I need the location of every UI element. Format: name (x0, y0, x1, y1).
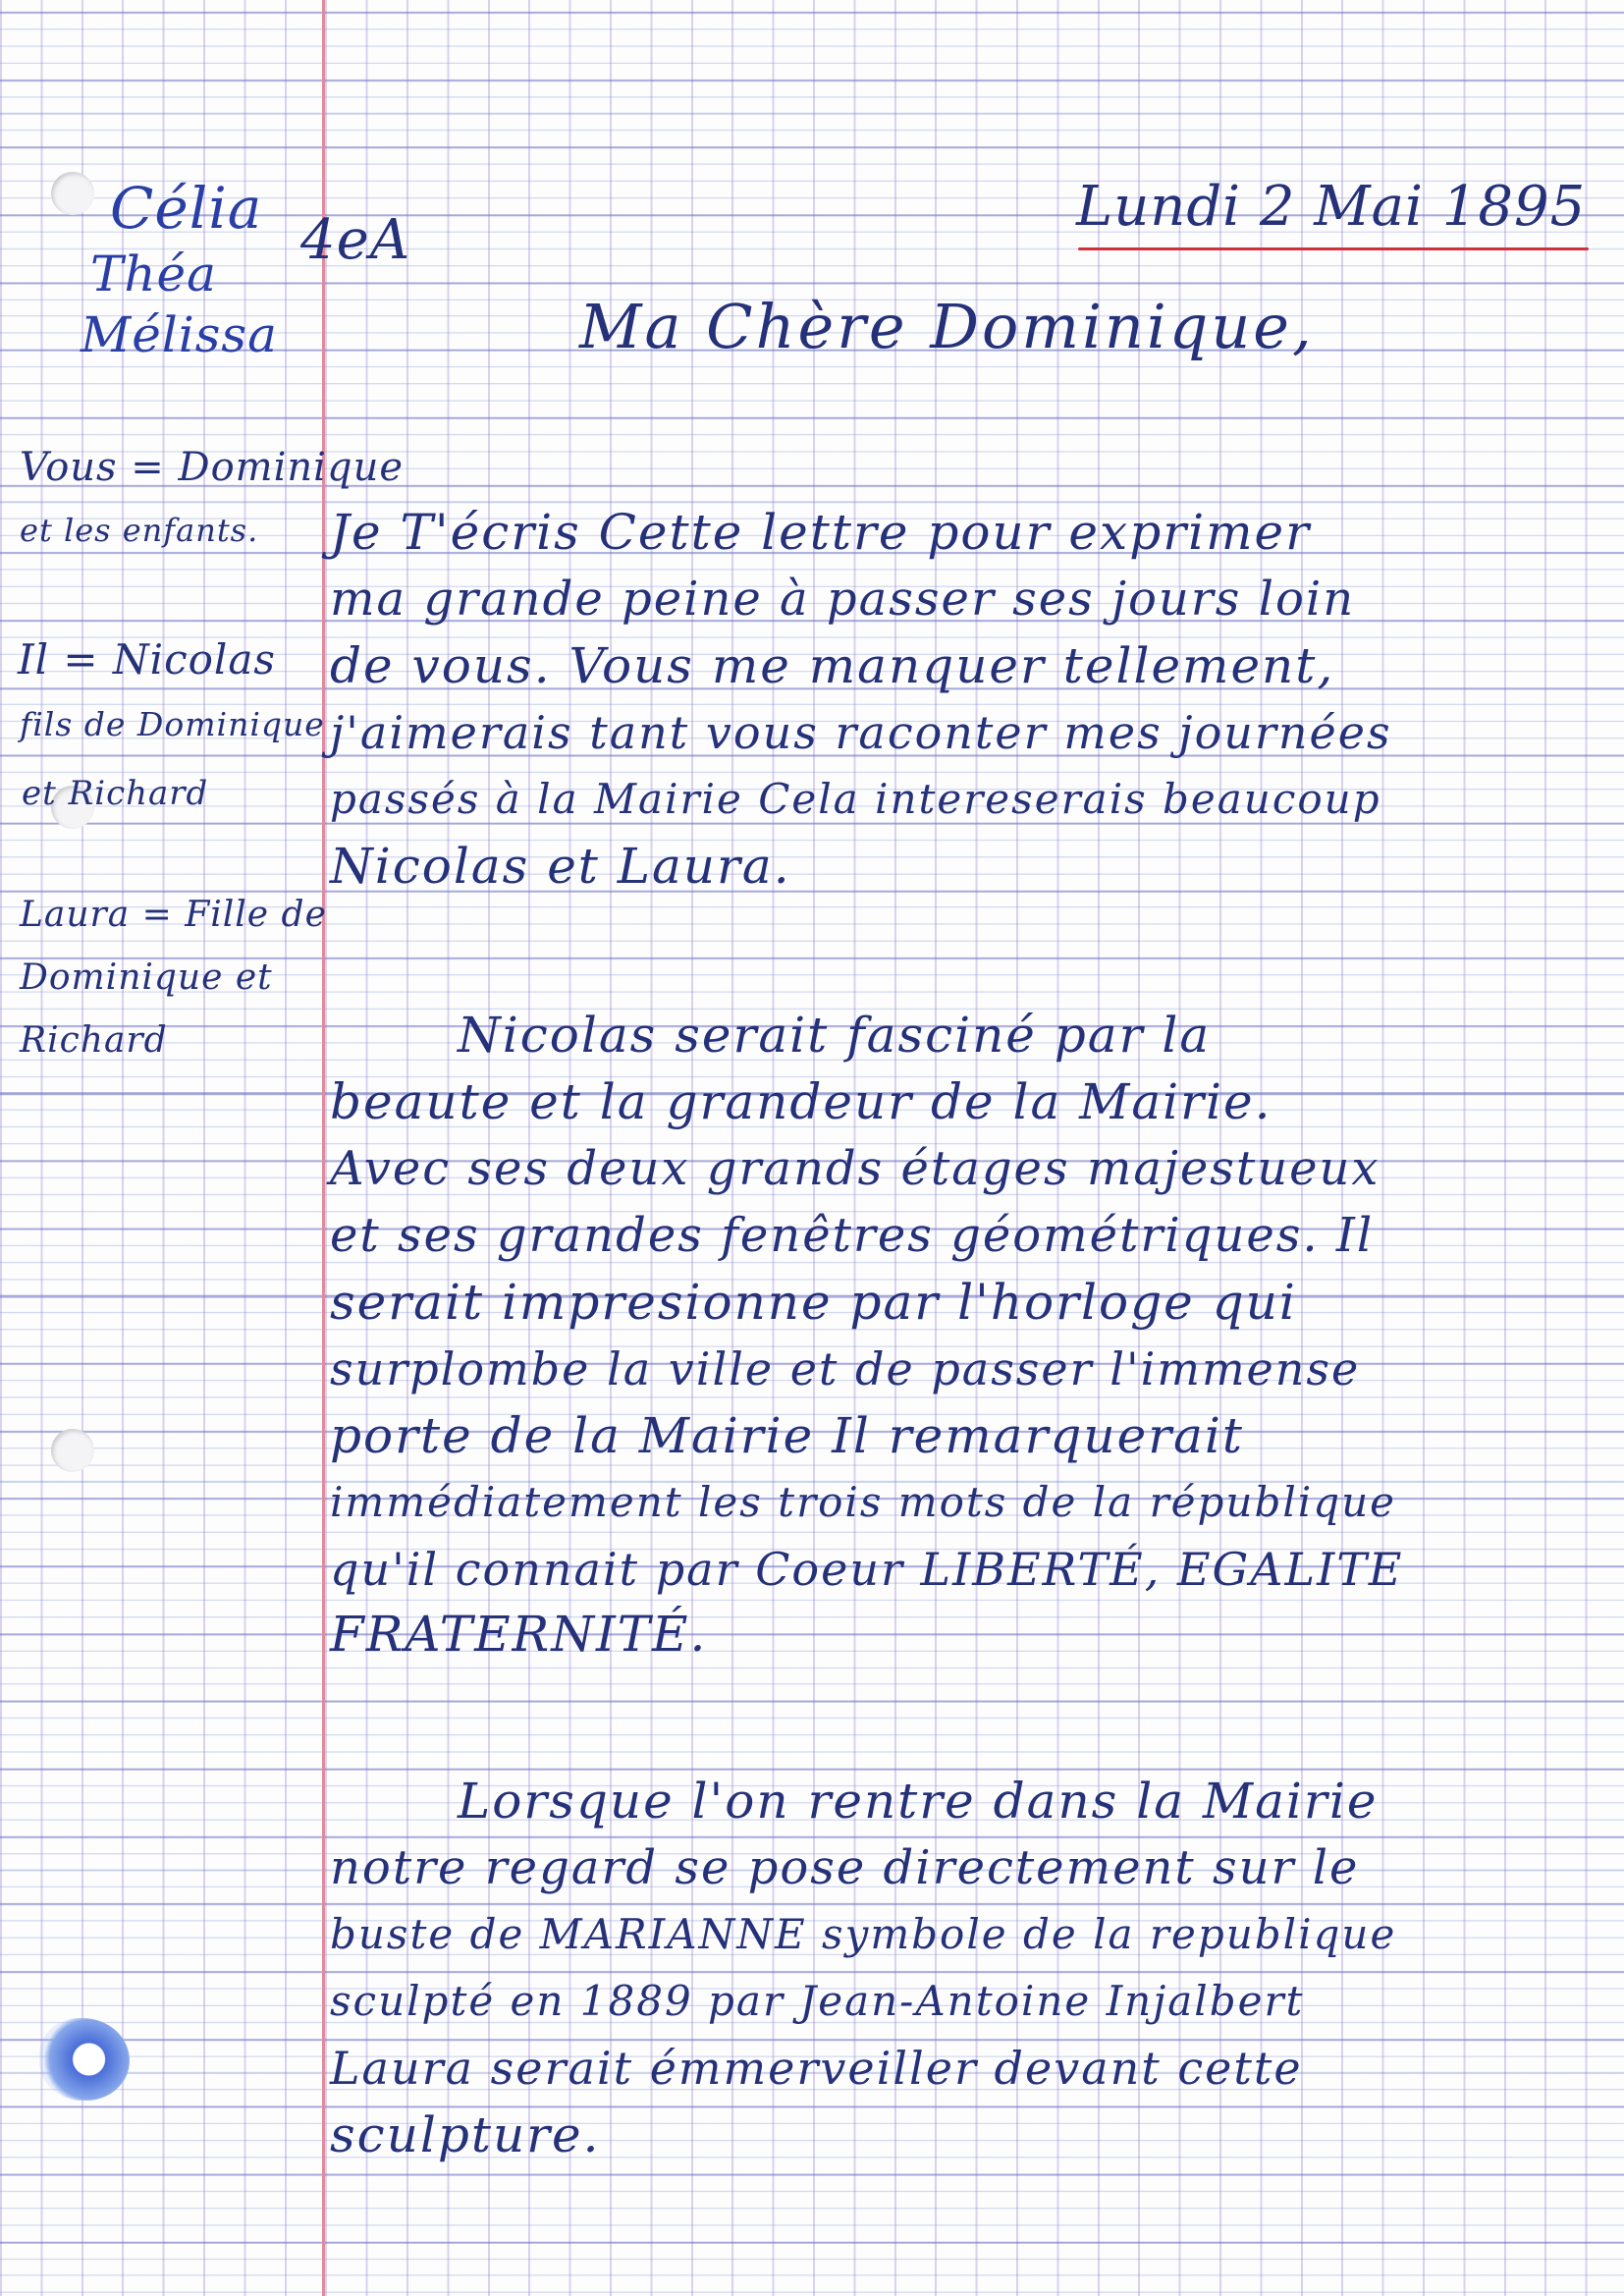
author-name: Théa (90, 246, 217, 302)
side-note: Laura = Fille de (20, 895, 327, 935)
class-label: 4eA (300, 208, 411, 272)
side-note: et les enfants. (20, 512, 259, 549)
letter-line: FRATERNITÉ. (330, 1606, 708, 1663)
letter-line: sculpture. (330, 2106, 601, 2163)
letter-line: et ses grandes fenêtres géométriques. Il (330, 1208, 1375, 1263)
binder-hole (51, 172, 94, 215)
side-note: Il = Nicolas (18, 635, 276, 683)
author-name: Mélissa (81, 306, 278, 363)
letter-line: Avec ses deux grands étages majestueux (330, 1141, 1380, 1196)
letter-line: serait impresionne par l'horloge qui (330, 1274, 1297, 1331)
letter-line: Lorsque l'on rentre dans la Mairie (458, 1773, 1379, 1830)
side-note: Dominique et (20, 957, 273, 998)
letter-line: de vous. Vous me manquer tellement, (330, 637, 1335, 694)
letter-line: notre regard se pose directement sur le (330, 1840, 1360, 1895)
letter-line: porte de la Mairie Il remarquerait (330, 1407, 1244, 1464)
letter-line: ma grande peine à passer ses jours loin (330, 572, 1356, 627)
letter-line: j'aimerais tant vous raconter mes journées (330, 706, 1392, 759)
side-note: fils de Dominique (20, 705, 325, 743)
side-note: Vous = Dominique (20, 445, 404, 490)
side-note: Richard (20, 1020, 168, 1061)
author-name: Célia (110, 175, 263, 242)
letter-line: Laura serait émmerveiller devant cette (330, 2042, 1303, 2095)
letter-line: beaute et la grandeur de la Mairie. (330, 1073, 1272, 1130)
letter-line: qu'il connait par Coeur LIBERTÉ, EGALITE (330, 1543, 1404, 1596)
letter-line: Je T'écris Cette lettre pour exprimer (330, 504, 1312, 561)
ink-stain (39, 2018, 130, 2101)
letter-line: sculpté en 1889 par Jean-Antoine Injalbert (330, 1977, 1305, 2025)
salutation: Ma Chère Dominique, (579, 291, 1315, 362)
margin-line (322, 0, 325, 2296)
date-underline (1078, 247, 1589, 250)
letter-date: Lundi 2 Mai 1895 (1076, 175, 1587, 239)
letter-line: immédiatement les trois mots de la république (330, 1478, 1396, 1526)
letter-line: Nicolas serait fasciné par la (458, 1007, 1212, 1064)
letter-line: passés à la Mairie Cela intereserais beaucoup (330, 775, 1381, 823)
letter-line: surplombe la ville et de passer l'immense (330, 1342, 1361, 1395)
binder-hole (51, 1429, 94, 1472)
letter-line: Nicolas et Laura. (330, 838, 791, 895)
letter-line: buste de MARIANNE symbole de la republique (330, 1910, 1397, 1958)
side-note: et Richard (22, 774, 209, 813)
